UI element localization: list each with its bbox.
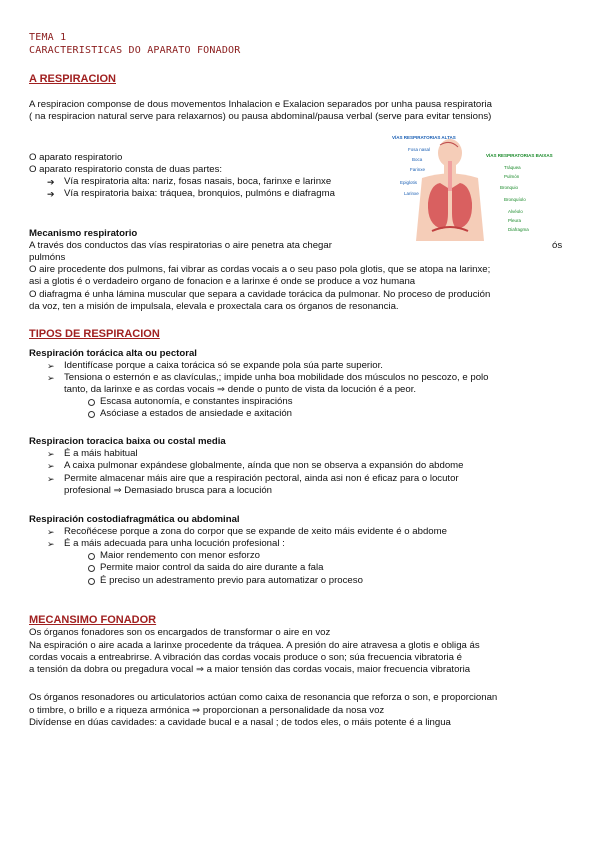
aparato-desc: O aparato respiratorio consta de duas partes: <box>29 164 223 175</box>
section-tipos-title: TIPOS DE RESPIRACION <box>29 328 160 340</box>
alta-bullet: Identifícase porque a caixa torácica só se expande pola súa parte superior. <box>64 360 383 371</box>
respiracion-para-line2: ( na respiracion natural serve para relaxarnos) ou pausa abdominal/pausa verbal (serve para evitar tensions) <box>29 111 492 122</box>
alta-bullet-cont: tanto, da larinxe e as cordas vocais ⇒ dende o punto de vista da locución é a peor. <box>64 384 417 395</box>
diagram-label-right: Bronquio <box>500 185 519 190</box>
mecanismo-line1b: ós <box>552 240 563 251</box>
circle-bullet-icon <box>88 399 95 406</box>
mecanismo-line2: pulmóns <box>29 252 66 263</box>
arrowhead-bullet-icon: ➢ <box>47 539 55 549</box>
mecanismo-line5: O diafragma é unha lámina muscular que separa a cavidade torácica da pulmonar. No proceso de produción <box>29 289 491 300</box>
via-alta-item: Vía respiratoria alta: nariz, fosas nasais, boca, farinxe e larinxe <box>64 176 332 187</box>
diagram-label-right: VÍAS RESPIRATORIAS BAIXAS <box>486 153 553 158</box>
diagram-label-right: Tráquea <box>504 165 521 170</box>
mecanismo-fonador-line: Os órganos resonadores ou articulatorios actúan como caixa de resonancia que reforza o son, e proporcionan <box>29 692 498 703</box>
circle-bullet-icon <box>88 565 95 572</box>
mecanismo-line1a: A través dos conductos das vías respiratorias o aire penetra ata chegar <box>29 240 332 251</box>
baixa-bullet: A caixa pulmonar expándese globalmente, aínda que non se observa a expansión do abdome <box>64 460 464 471</box>
section-mecanismo-title: MECANSIMO FONADOR <box>29 614 157 626</box>
respiratory-system-diagram <box>392 133 568 241</box>
diagram-label-right: Diafragma <box>508 227 529 232</box>
arrowhead-bullet-icon: ➢ <box>47 474 55 484</box>
baixa-bullet: É a máis habitual <box>64 448 138 459</box>
diagram-label-right: Bronquíolo <box>504 197 526 202</box>
arrowhead-bullet-icon: ➢ <box>47 449 55 459</box>
diagram-label-left: Boca <box>412 157 423 162</box>
arrowhead-bullet-icon: ➢ <box>47 461 55 471</box>
mecanismo-fonador-line: a tensión da dobra ou pregadura vocal ⇒ a maior tensión das cordas vocais, maior frecuencia vibratoria <box>29 664 471 675</box>
costo-title: Respiración costodiafragmática ou abdominal <box>29 514 240 525</box>
costo-subbullet: É preciso un adestramento previo para automatizar o proceso <box>100 575 363 586</box>
mecanismo-line6: da voz, ten a misión de impulsala, elevala e proxectala cara os órganos de resonancia. <box>29 301 399 312</box>
circle-bullet-icon <box>88 578 95 585</box>
mecanismo-fonador-line: cordas vocais a entreabrirse. A vibración das cordas vocais produce o son; súa frecuencia vibratoria é <box>29 652 463 663</box>
alta-bullet: Tensiona o esternón e as clavículas,; impide unha boa mobilidade dos músculos no pescozo, e polo <box>64 372 489 383</box>
diagram-label-left: Fosa nasal <box>408 147 431 152</box>
costo-bullet: É a máis adecuada para unha locución profesional : <box>64 538 285 549</box>
alta-subbullet: Asóciase a estados de ansiedade e axitación <box>100 408 293 419</box>
arrowhead-bullet-icon: ➢ <box>47 361 55 371</box>
diagram-label-left: Epiglotis <box>400 180 418 185</box>
arrow-bullet-icon: ➔ <box>47 177 55 187</box>
diagram-label-right: Alvéolo <box>508 209 523 214</box>
respiracion-para-line1: A respiracion componse de dous movementos Inhalacion e Exalacion separados por unha pausa respiratoria <box>29 99 492 110</box>
tema-heading: TEMA 1 <box>29 32 67 43</box>
alta-title: Respiración torácica alta ou pectoral <box>29 348 197 359</box>
aparato-title: O aparato respiratorio <box>29 152 123 163</box>
diagram-label-left: Larinxe <box>404 191 419 196</box>
mecanismo-respiratorio-title: Mecanismo respiratorio <box>29 228 138 239</box>
baixa-bullet-cont: profesional ⇒ Demasiado brusca para a locución <box>64 485 273 496</box>
costo-bullet: Recoñécese porque a zona do corpor que se expande de xeito máis evidente é o abdome <box>64 526 447 537</box>
arrowhead-bullet-icon: ➢ <box>47 373 55 383</box>
costo-subbullet: Maior rendemento con menor esforzo <box>100 550 260 561</box>
costo-subbullet: Permite maior control da saida do aire durante a fala <box>100 562 324 573</box>
section-respiracion-title: A RESPIRACION <box>29 73 116 85</box>
mecanismo-line3: O aire procedente dos pulmons, fai vibrar as cordas vocais a o seu paso pola glotis, que se atopa na larinxe; <box>29 264 491 275</box>
via-baixa-item: Vía respiratoria baixa: tráquea, bronquios, pulmóns e diafragma <box>64 188 335 199</box>
mecanismo-fonador-line: Divídense en dúas cavidades: a cavidade bucal e a nasal ; de todos eles, o máis potente é a lingua <box>29 717 451 728</box>
baixa-title: Respiracion toracica baixa ou costal media <box>29 436 226 447</box>
diagram-label-right: Pulmón <box>504 174 520 179</box>
diagram-label-right: Pleura <box>508 218 522 223</box>
diagram-title: VÍAS RESPIRATORIAS ALTAS <box>392 135 456 140</box>
arrow-bullet-icon: ➔ <box>47 189 55 199</box>
arrowhead-bullet-icon: ➢ <box>47 527 55 537</box>
circle-bullet-icon <box>88 411 95 418</box>
baixa-bullet: Permite almacenar máis aire que a respiración pectoral, ainda asi non é eficaz para o locutor <box>64 473 459 484</box>
diagram-label-left: Farinxe <box>410 167 426 172</box>
mecanismo-fonador-line: o timbre, o brillo e a riqueza armónica ⇒ proporcionan a personalidade da nosa voz <box>29 705 385 716</box>
alta-subbullet: Escasa autonomía, e constantes inspiracións <box>100 396 293 407</box>
circle-bullet-icon <box>88 553 95 560</box>
chapter-subtitle: CARACTERISTICAS DO APARATO FONADOR <box>29 45 241 56</box>
mecanismo-fonador-line: Na espiración o aire acada a larinxe procedente da tráquea. A presión do aire atravesa a glotis e obliga ás <box>29 640 480 651</box>
mecanismo-line4: asi a glotis é o verdadeiro organo de fonacion e a larinxe é onde se produce a voz humana <box>29 276 416 287</box>
mecanismo-fonador-line: Os órganos fonadores son os encargados de transformar o aire en voz <box>29 627 331 638</box>
